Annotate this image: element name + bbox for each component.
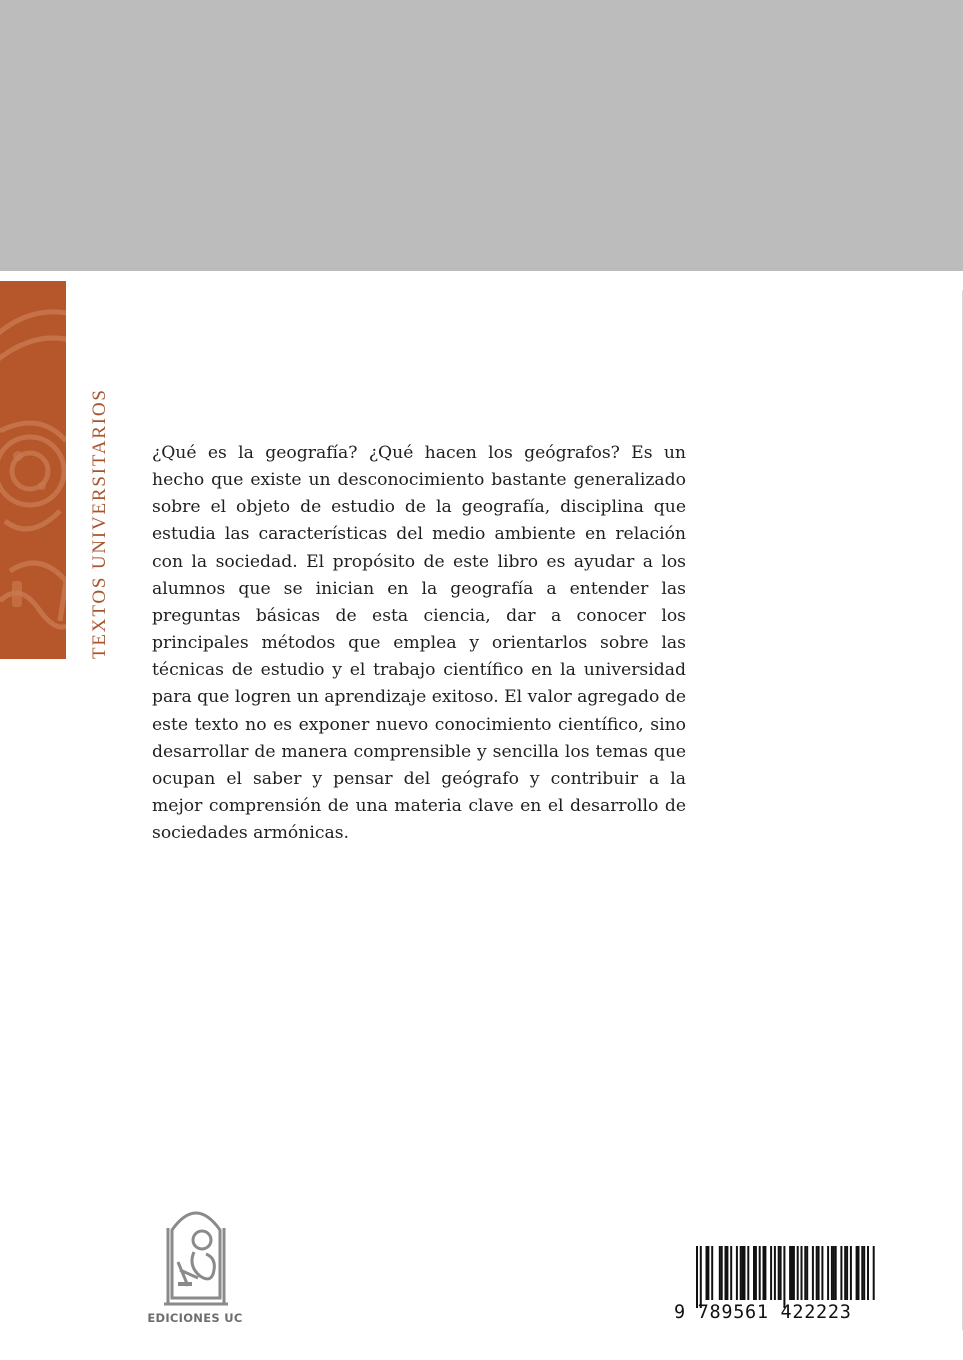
barcode-bar: [816, 1246, 818, 1300]
barcode-bar: [783, 1246, 785, 1308]
barcode-bar: [778, 1246, 780, 1300]
barcode-bar: [863, 1246, 865, 1300]
barcode-bar: [764, 1246, 766, 1300]
barcode-bar: [763, 1246, 765, 1300]
barcode-bar: [812, 1246, 814, 1300]
barcode-bar: [844, 1246, 846, 1300]
barcode-bar: [780, 1246, 782, 1300]
barcode-bar: [742, 1246, 744, 1300]
barcode-bar: [850, 1246, 852, 1300]
barcode-bar: [736, 1246, 738, 1300]
barcode-bar: [797, 1246, 799, 1300]
barcode-bar: [707, 1246, 709, 1300]
barcode-bar: [696, 1246, 698, 1308]
barcode-bar: [755, 1246, 757, 1300]
barcode-bar: [744, 1246, 746, 1300]
barcode-bar: [821, 1246, 823, 1300]
barcode-bar: [861, 1246, 863, 1300]
barcode-bar: [740, 1246, 742, 1300]
ediciones-uc-seal-icon: [158, 1200, 234, 1312]
barcode-bar: [711, 1246, 713, 1300]
barcode-bar: [804, 1246, 806, 1300]
barcode-bar: [774, 1246, 776, 1300]
barcode-bar: [827, 1246, 829, 1300]
barcode-bar: [806, 1246, 808, 1300]
barcode-bar: [833, 1246, 835, 1300]
barcode-bar: [856, 1246, 858, 1300]
barcode-bar: [789, 1246, 791, 1300]
publisher-name: EDICIONES UC: [147, 1311, 243, 1325]
barcode-bar: [873, 1246, 875, 1300]
barcode-bar: [840, 1246, 842, 1300]
barcode-bar: [719, 1246, 721, 1300]
barcode-bar: [867, 1246, 869, 1300]
barcode-bar: [770, 1246, 772, 1300]
barcode-bar: [725, 1246, 727, 1300]
series-label: TEXTOS UNIVERSITARIOS: [89, 388, 110, 659]
barcode-bar: [846, 1246, 848, 1300]
barcode-bar: [818, 1246, 820, 1300]
top-gray-band: [0, 0, 963, 271]
barcode-bar: [858, 1246, 860, 1300]
barcode-bar: [793, 1246, 795, 1300]
back-cover-description: ¿Qué es la geografía? ¿Qué hacen los geógrafos? Es un hecho que existe un desconocimiento bastante generalizado sobre el objeto de estudio de la geografía, disciplina que estudia las características del medio ambiente en relación con la sociedad. El propósito de este libro es ayudar a los alumnos que se inician en la geografía a entender las preguntas básicas de esta ciencia, dar a conocer los principales métodos que emplea y orientarlos sobre las técnicas de estudio y el trabajo científico en la universidad para que logren un aprendizaje exitoso. El valor agregado de este texto no es exponer nuevo conocimiento científico, sino desarrollar de manera comprensible y sencilla los temas que ocupan el saber y pensar del geógrafo y contribuir a la mejor comprensión de una materia clave en el desarrollo de sociedades armónicas.: [152, 443, 686, 844]
barcode-bar: [721, 1246, 723, 1300]
barcode-bar: [791, 1246, 793, 1300]
barcode-bar: [706, 1246, 708, 1300]
barcode-bar: [726, 1246, 728, 1300]
barcode-bar: [747, 1246, 749, 1300]
barcode-bar: [753, 1246, 755, 1300]
barcode-bar: [831, 1246, 833, 1300]
barcode-bar: [700, 1246, 702, 1308]
isbn-number: 9 789561 422223: [674, 1302, 852, 1323]
barcode-bar: [835, 1246, 837, 1300]
barcode-bar: [801, 1246, 803, 1300]
ornament-icon: [0, 281, 66, 659]
barcode-bar: [730, 1246, 732, 1300]
barcode-bar: [759, 1246, 761, 1300]
side-accent-strip: [0, 281, 66, 659]
